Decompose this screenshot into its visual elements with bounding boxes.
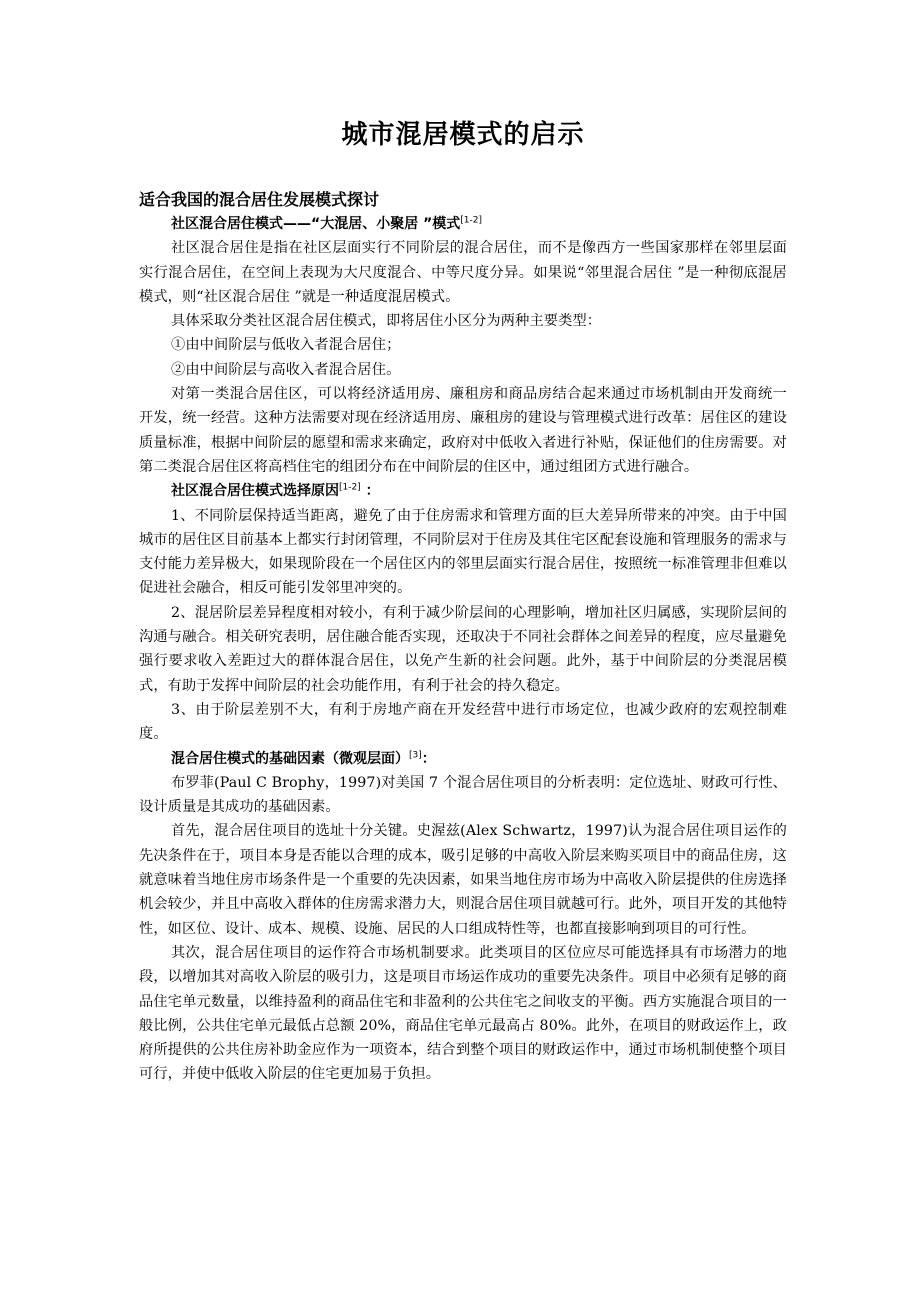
factors-heading-suffix: ： bbox=[421, 750, 436, 767]
community-type-1: ①由中间阶层与低收入者混合居住； bbox=[171, 337, 401, 354]
community-model-paragraph-3: 对第一类混合居住区，可以将经济适用房、廉租房和商品房结合起来通过市场机制由开发商统一开发，统一经营。这种方法需要对现在经济适用房、廉租房的建设与管理模式进行改革：居住区的建设质量标准，根据中间阶层的愿望和需求来确定，政府对中低收入者进行补贴，保证他们的住房需要。对第二类混合居住区将高档住宅的组团分布在中间阶层的住区中，通过组团方式进行融合。 bbox=[139, 386, 787, 475]
factors-paragraph-3: 其次，混合居住项目的运作符合市场机制要求。此类项目的区位应尽可能选择具有市场潜力的地段，以增加其对高收入阶层的吸引力，这是项目市场运作成功的重要先决条件。项目中必须有足够的商品住宅单元数量，以维持盈利的商品住宅和非盈利的公共住宅之间收支的平衡。西方实施混合项目的一般比例，公共住宅单元最低占总额 20%，商品住宅单元最高占 80%。此外，在项目的财政运作上，政府所提供的公共住房补助金应作为一项资本，结合到整个项目的财政运作中，通过市场机制使整个项目可行，并使中低收入阶层的住宅更加易于负担。 bbox=[139, 944, 787, 1083]
community-model-paragraph-1: 社区混合居住是指在社区层面实行不同阶层的混合居住，而不是像西方一些国家那样在邻里层面实行混合居住，在空间上表现为大尺度混合、中等尺度分异。如果说“邻里混合居住 ”是一种彻底混居模式，则“社区混合居住 ”就是一种适度混居模式。 bbox=[139, 240, 787, 305]
reasons-heading bbox=[139, 479, 787, 503]
reasons-ref: [1-2] bbox=[339, 482, 361, 493]
factors-ref: [3] bbox=[409, 749, 422, 760]
document-title: 城市混居模式的启示 bbox=[341, 120, 585, 150]
reason-1: 1、不同阶层保持适当距离，避免了由于住房需求和管理方面的巨大差异所带来的冲突。由于中国城市的居住区目前基本上都实行封闭管理，不同阶层对于住房及其住宅区配套设施和管理服务的需求与支付能力差异极大，如果现阶段在一个居住区内的邻里层面实行混合居住，按照统一标准管理非但难以促进社会融合，相反可能引发邻里冲突的。 bbox=[139, 507, 787, 597]
factors-heading bbox=[139, 747, 787, 771]
community-model-paragraph-2: 具体采取分类社区混合居住模式，即将居住小区分为两种主要类型： bbox=[171, 313, 602, 330]
community-model-heading-text: 社区混合居住模式——“大混居、小聚居 ”模式 bbox=[171, 216, 461, 232]
reasons-heading-text: 社区混合居住模式选择原因 bbox=[171, 483, 339, 500]
reason-2: 2、混居阶层差异程度相对较小，有利于减少阶层间的心理影响，增加社区归属感，实现阶层间的沟通与融合。相关研究表明，居住融合能否实现，还取决于不同社会群体之间差异的程度，应尽量避免强行要求收入差距过大的群体混合居住，以免产生新的社会问题。此外，基于中间阶层的分类混居模式，有助于发挥中间阶层的社会功能作用，有利于社会的持久稳定。 bbox=[139, 604, 787, 694]
reason-3: 3、由于阶层差别不大，有利于房地产商在开发经营中进行市场定位，也减少政府的宏观控制难度。 bbox=[139, 701, 787, 743]
community-type-2: ②由中间阶层与高收入者混合居住。 bbox=[171, 361, 401, 378]
factors-heading-text: 混合居住模式的基础因素（微观层面） bbox=[171, 750, 409, 767]
community-model-heading bbox=[139, 212, 787, 236]
reasons-heading-suffix: ： bbox=[360, 483, 380, 500]
factors-paragraph-1: 布罗菲(Paul C Brophy，1997)对美国 7 个混合居住项目的分析表明：定位选址、财政可行性、设计质量是其成功的基础因素。 bbox=[139, 774, 787, 816]
community-model-ref: [1-2] bbox=[460, 215, 483, 226]
factors-paragraph-2: 首先，混合居住项目的选址十分关键。史渥兹(Alex Schwartz，1997)认为混合居住项目运作的先决条件在于，项目本身是否能以合理的成本，吸引足够的中高收入阶层来购买项目中的商品住房，这就意味着当地住房市场条件是一个重要的先决因素，如果当地住房市场为中高收入阶层提供的住房选择机会较少，并且中高收入群体的住房需求潜力大，则混合居住项目就越可行。此外，项目开发的其他特性，如区位、设计、成本、规模、设施、居民的人口组成特性等，也都直接影响到项目的可行性。 bbox=[139, 823, 787, 937]
section-heading: 适合我国的混合居住发展模式探讨 bbox=[139, 190, 380, 209]
document-page bbox=[139, 118, 787, 1087]
